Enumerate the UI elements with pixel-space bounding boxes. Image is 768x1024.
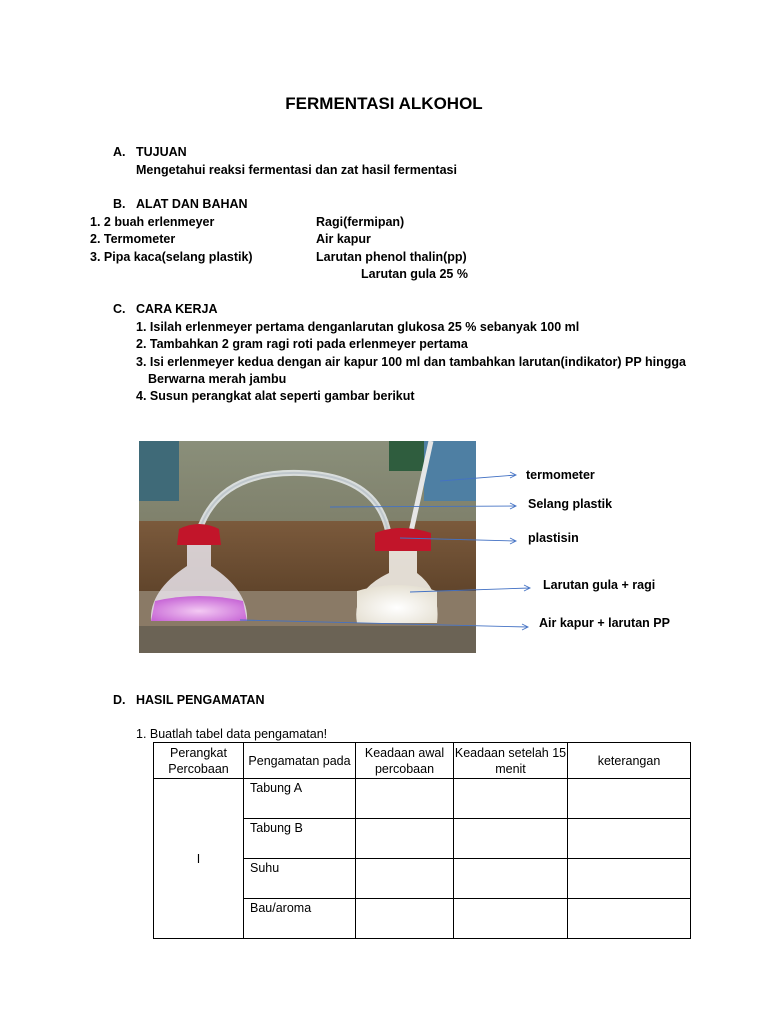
step-3: 3. Isi erlenmeyer kedua dengan air kapur 100 ml dan tambahkan larutan(indikator) PP hingga: [136, 355, 686, 369]
table-cell[interactable]: [568, 899, 691, 939]
table-header-row: [154, 743, 691, 779]
header-keadaan-setelah: Keadaan setelah 15 menit: [454, 743, 568, 779]
step-2: 2. Tambahkan 2 gram ragi roti pada erlenmeyer pertama: [136, 337, 468, 351]
section-c-letter: C.: [113, 302, 126, 316]
table-cell[interactable]: [356, 819, 454, 859]
group-cell: I: [154, 779, 244, 939]
step-1: 1. Isilah erlenmeyer pertama denganlarutan glukosa 25 % sebanyak 100 ml: [136, 320, 580, 334]
tool-item-2: 2. Termometer: [90, 232, 176, 246]
table-cell[interactable]: [454, 779, 568, 819]
label-larutan-gula-ragi: Larutan gula + ragi: [543, 578, 656, 592]
header-perangkat: Perangkat Percobaan: [154, 743, 244, 779]
table-instruction: 1. Buatlah tabel data pengamatan!: [136, 727, 328, 741]
table-cell[interactable]: [568, 859, 691, 899]
header-keadaan-awal: Keadaan awal percobaan: [356, 743, 454, 779]
step-4: 4. Susun perangkat alat seperti gambar berikut: [136, 389, 415, 403]
table-cell[interactable]: [356, 779, 454, 819]
observation-table: [153, 742, 691, 939]
table-cell[interactable]: [454, 819, 568, 859]
header-keterangan: keterangan: [568, 743, 691, 779]
row-label: Suhu: [244, 859, 356, 899]
section-c-heading: CARA KERJA: [136, 302, 218, 316]
label-termometer: termometer: [526, 468, 595, 482]
document-title: FERMENTASI ALKOHOL: [285, 94, 483, 113]
tool-item-1: 1. 2 buah erlenmeyer: [90, 215, 215, 229]
row-label: Tabung A: [244, 779, 356, 819]
table-cell[interactable]: [454, 859, 568, 899]
label-selang-plastik: Selang plastik: [528, 497, 613, 511]
step-3-continued: Berwarna merah jambu: [148, 372, 287, 386]
table-row: [154, 779, 691, 819]
section-a-heading: TUJUAN: [136, 145, 187, 159]
row-label: Bau/aroma: [244, 899, 356, 939]
material-item-4: Larutan gula 25 %: [361, 267, 468, 281]
tool-item-3: 3. Pipa kaca(selang plastik): [90, 250, 253, 264]
material-item-1: Ragi(fermipan): [316, 215, 405, 229]
section-d-letter: D.: [113, 693, 126, 707]
section-a-text: Mengetahui reaksi fermentasi dan zat hasil fermentasi: [136, 163, 457, 177]
material-item-2: Air kapur: [316, 232, 371, 246]
table-cell[interactable]: [454, 899, 568, 939]
section-d-heading: HASIL PENGAMATAN: [136, 693, 265, 707]
section-b-heading: ALAT DAN BAHAN: [136, 197, 248, 211]
table-cell[interactable]: [568, 819, 691, 859]
section-b-letter: B.: [113, 197, 126, 211]
row-label: Tabung B: [244, 819, 356, 859]
apparatus-photo: [139, 441, 476, 653]
material-item-3: Larutan phenol thalin(pp): [316, 250, 467, 264]
section-a-letter: A.: [113, 145, 126, 159]
label-air-kapur-pp: Air kapur + larutan PP: [539, 616, 670, 630]
label-plastisin: plastisin: [528, 531, 579, 545]
header-pengamatan: Pengamatan pada: [244, 743, 356, 779]
table-cell[interactable]: [356, 859, 454, 899]
table-cell[interactable]: [356, 899, 454, 939]
table-cell[interactable]: [568, 779, 691, 819]
